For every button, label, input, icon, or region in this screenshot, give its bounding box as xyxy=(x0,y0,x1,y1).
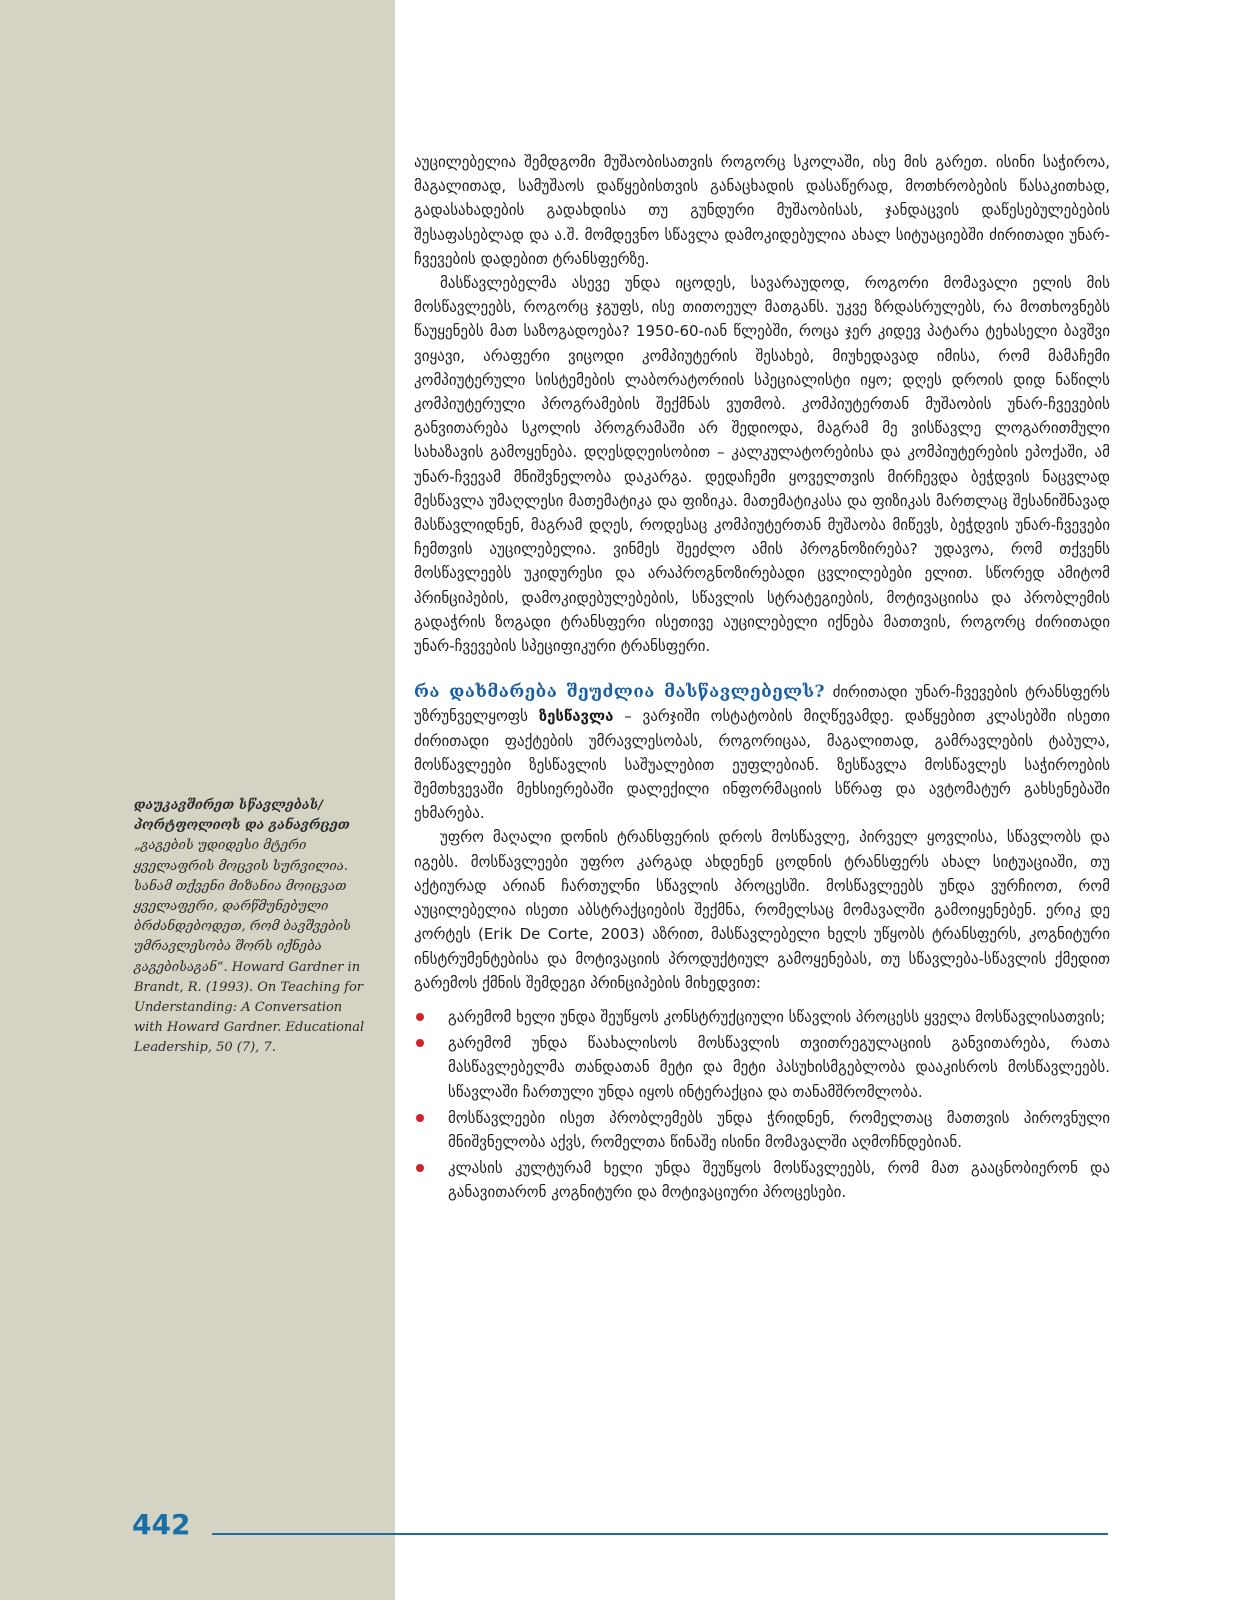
page-number: 442 xyxy=(132,1508,191,1541)
list-item-text: გარემომ ხელი უნდა შეუწყოს კონსტრუქციული სწავლის პროცესს ყველა მოსწავლისათვის; xyxy=(448,1007,1106,1026)
bullet-dot-icon xyxy=(416,1013,424,1021)
sidebar-note xyxy=(134,796,368,1059)
list-item-text: მოსწავლეები ისეთ პრობლემებს უნდა ჭრიდნენ, რომელთაც მათთვის პიროვნული მნიშვნელობა აქვს, რომელთა წინაშე ისინი მომავალში აღმოჩნდებიან. xyxy=(448,1108,1110,1151)
sidebar-note-title: დაუკავშირეთ სწავლებას/პორტფოლიოს და განავრცეთ xyxy=(134,798,350,834)
list-item xyxy=(414,1106,1110,1154)
sidebar-note-quote: „გაგების უდიდესი მტერი ყველაფრის მოცვის სურვილია. სანამ თქვენი მიზანია მოიცვათ ყველაფერი, დარწმუნებული ბრძანდებოდეთ, რომ ბავშვების უმრავლესობა შორს იქნება გაგებისაგან“. xyxy=(134,838,351,975)
list-item xyxy=(414,1156,1110,1204)
paragraph-3-bold-term: ზესწავლა xyxy=(538,707,614,726)
list-item-text: გარემომ უნდა წაახალისოს მოსწავლის თვითრეგულაციის განვითარება, რათა მასწავლებელმა თანდათან მეტი და მეტი პასუხისმგებლობა დააკისროს მოსწავლეებს. სწავლაში ჩართული უნდა იყოს ინტერაქცია და თანამშრომლობა. xyxy=(448,1034,1110,1101)
list-item xyxy=(414,1005,1110,1029)
paragraph-4: უფრო მაღალი დონის ტრანსფერის დროს მოსწავლე, პირველ ყოვლისა, სწავლობს და იგებს. მოსწავლეები უფრო კარგად ახდენენ ცოდნის ტრანსფერს ახალ სიტუაციაში, თუ აქტიურად არიან ჩართულნი სწავლის პროცესში. მოსწავლეებს უნდა ვურჩიოთ, რომ აუცილებელია ისეთი აბსტრაქციების შექმნა, რომელსაც მომავალში გამოიყენებენ. ერიკ დე კორტეს (Erik De Corte, 2003) აზრით, მასწავლებელი ხელს უწყობს ტრანსფერს, კოგნიტური ინსტრუმენტებისა და მოტივაციის პროდუქტიულ გამოყენებას, თუ სწავლება-სწავლის ქმედით გარემოს ქმნის შემდეგი პრინციპების მიხედვით: xyxy=(414,828,1110,992)
sidebar-note-citation: Howard Gardner in Brandt, R. (1993). On Teaching for Understanding: A Conversation with Howard Gardner. Educational Leadership, 50 (7), 7. xyxy=(134,959,365,1056)
main-text-column xyxy=(414,150,1110,1207)
paragraph-3-text-b: – ვარჯიში ოსტატობის მიღწევამდე. დაწყებით კლასებში ისეთი ძირითადი ფაქტების უმრავლესობას, როგორიცაა, მაგალითად, გამრავლების ტაბულა, მოსწავლეები ზესწავლის საშუალებით ეუფლებიან. ზესწავლა მოსწავლეს საჭიროების შემთხვევაში მეხსიერებაში დალექილი ინფორმაციის სწრაფ და ავტომატურ გახსენებაში ეხმარება. xyxy=(414,707,1110,823)
paragraph-2: მასწავლებელმა ასევე უნდა იცოდეს, სავარაუდოდ, როგორი მომავალი ელის მის მოსწავლეებს, როგორც ჯგუფს, ისე თითოეულ მათგანს. უკვე ზრდასრულებს, რა მოთხოვნებს წაუყენებს მათ საზოგადოება? 1950-60-იან წლებში, როცა ჯერ კიდევ პატარა ტეხასელი ბავშვი ვიყავი, არაფერი ვიცოდი კომპიუტერის შესახებ, მიუხედავად იმისა, რომ მამაჩემი კომპიუტერული სისტემების ლაბორატორიის სპეციალისტი იყო; დღეს დროის დიდ ნაწილს კომპიუტერული პროგრამების შექმნას ვუთმობ. კომპიუტერთან მუშაობის უნარ-ჩვევების განვითარება სკოლის პროგრამაში არ შედიოდა, მაგრამ მე ვისწავლე ლოგარითმული სახაზავის გამოყენება. დღესდღეისობით – კალკულატორებისა და კომპიუტერების ეპოქაში, ამ უნარ-ჩვევამ მნიშვნელობა დაკარგა. დედაჩემი ყოველთვის მირჩევდა ბეჭდვის ნაცვლად მესწავლა უმაღლესი მათემატიკა და ფიზიკა. მათემატიკასა და ფიზიკას მართლაც შესანიშნავად მასწავლიდნენ, მაგრამ დღეს, როდესაც კომპიუტერთან მუშაობა მიწევს, ბეჭდვის უნარ-ჩვევები ჩემთვის აუცილებელია. ვინმეს შეეძლო ამის პროგნოზირება? უდავოა, რომ თქვენს მოსწავლეებს უკიდურესი და არაპროგნოზირებადი ცვლილებები ელით. სწორედ ამიტომ პრინციპების, დამოკიდებულებების, სწავლის სტრატეგიების, მოტივაციისა და პრობლემის გადაჭრის ზოგადი ტრანსფერი ისეთივე აუცილებელი იქნება მათთვის, როგორც ძირითადი უნარ-ჩვევების სპეციფიკური ტრანსფერი. xyxy=(414,274,1110,656)
footer-rule xyxy=(212,1533,1108,1535)
principles-list xyxy=(414,1005,1110,1205)
paragraph-3 xyxy=(414,680,1110,825)
list-item xyxy=(414,1031,1110,1104)
list-item-text: კლასის კულტურამ ხელი უნდა შეუწყოს მოსწავლეებს, რომ მათ გააცნობიერონ და განავითარონ კოგნიტური და მოტივაციური პროცესები. xyxy=(448,1159,1110,1202)
section-heading: რა დახმარება შეუძლია მასწავლებელს? xyxy=(414,682,825,703)
bullet-dot-icon xyxy=(416,1039,424,1047)
bullet-dot-icon xyxy=(416,1114,424,1122)
bullet-dot-icon xyxy=(416,1164,424,1172)
paragraph-3-text-a: ძირითადი უნარ-ჩვევების ტრანსფერს უზრუნველყოფს xyxy=(414,683,1110,726)
paragraph-1: აუცილებელია შემდგომი მუშაობისათვის როგორც სკოლაში, ისე მის გარეთ. ისინი საჭიროა, მაგალითად, სამუშაოს დაწყებისთვის განაცხადის დასაწერად, მოთხრობების წასაკითხად, გადასახადების გადახდისა თუ გუნდური მუშაობისას, ჯანდაცვის დაწესებულებების შესაფასებლად და ა.შ. მომდევნო სწავლა დამოკიდებულია ახალ სიტუაციებში ძირითადი უნარ-ჩვევების დადებით ტრანსფერზე. xyxy=(414,153,1110,268)
